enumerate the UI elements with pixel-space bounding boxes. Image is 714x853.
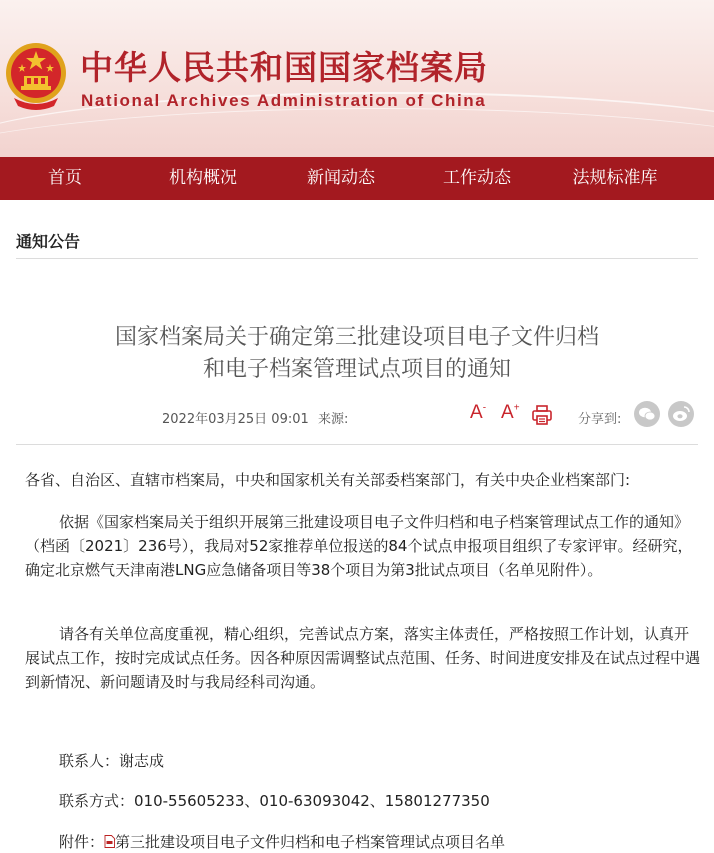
weibo-share-button[interactable] [668, 401, 694, 427]
section-title[interactable]: 通知公告 [16, 232, 81, 251]
share-label: 分享到: [578, 412, 622, 427]
font-decrease-mark: - [482, 402, 487, 414]
font-increase-button[interactable] [501, 402, 520, 424]
site-title: 中华人民共和国国家档案局 [80, 48, 488, 87]
paragraph-1-text: 依据《国家档案局关于组织开展第三批建设项目电子文件归档和电子档案管理试点工作的通知》（档函〔2021〕236号），我局对52家推荐单位报送的84个试点申报项目组织了专家评审。经研究，确定北京燃气天津南港LNG应急储备项目等38个项目为第3批试点项目（名单见附件）。 [25, 513, 693, 579]
main-nav [0, 157, 714, 200]
nav-item-news[interactable]: 新闻动态 [307, 168, 375, 188]
wechat-share-button[interactable] [634, 401, 660, 427]
publish-date: 2022年03月25日 09:01 [162, 412, 309, 427]
source-label: 来源: [318, 412, 349, 427]
paragraph-1 [25, 510, 703, 582]
salutation: 各省、自治区、直辖市档案局，中央和国家机关有关部委档案部门，有关中央企业档案部门: [25, 471, 631, 489]
site-subtitle: National Archives Administration of China [81, 91, 487, 110]
nav-item-work[interactable]: 工作动态 [443, 168, 511, 188]
paragraph-2-text: 请各有关单位高度重视，精心组织，完善试点方案，落实主体责任，严格按照工作计划，认真开展试点工作，按时完成试点任务。因各种原因需调整试点范围、任务、时间进度安排及在试点过程中遇到新情况、新问题请及时与我局经科司沟通。 [25, 625, 701, 691]
nav-item-regulations[interactable]: 法规标准库 [572, 168, 658, 188]
article-title [0, 322, 714, 386]
nav-item-home[interactable]: 首页 [48, 168, 82, 188]
divider [16, 258, 698, 259]
attachment-row [59, 831, 505, 852]
contact-person: 联系人：谢志成 [59, 752, 165, 770]
paragraph-2 [25, 622, 703, 694]
font-increase-letter: A [501, 402, 514, 423]
attachment-link[interactable]: 第三批建设项目电子文件归档和电子档案管理试点项目名单 [115, 833, 506, 851]
article-title-line1: 国家档案局关于确定第三批建设项目电子文件归档 [114, 325, 599, 350]
national-emblem-icon[interactable] [4, 40, 68, 110]
attachment-label: 附件： [59, 833, 105, 851]
contact-phone: 联系方式：010-55605233、010-63093042、15801277350 [59, 792, 490, 810]
font-increase-mark: + [513, 402, 520, 414]
pdf-file-icon [104, 835, 115, 848]
weibo-icon [668, 401, 694, 427]
nav-item-about[interactable]: 机构概况 [169, 168, 237, 188]
header-banner [0, 0, 714, 157]
print-icon[interactable] [531, 404, 553, 426]
article-title-line2: 和电子档案管理试点项目的通知 [202, 357, 511, 382]
wechat-icon [634, 401, 660, 427]
divider [16, 444, 698, 445]
font-decrease-button[interactable] [470, 402, 486, 424]
font-decrease-letter: A [470, 402, 483, 423]
